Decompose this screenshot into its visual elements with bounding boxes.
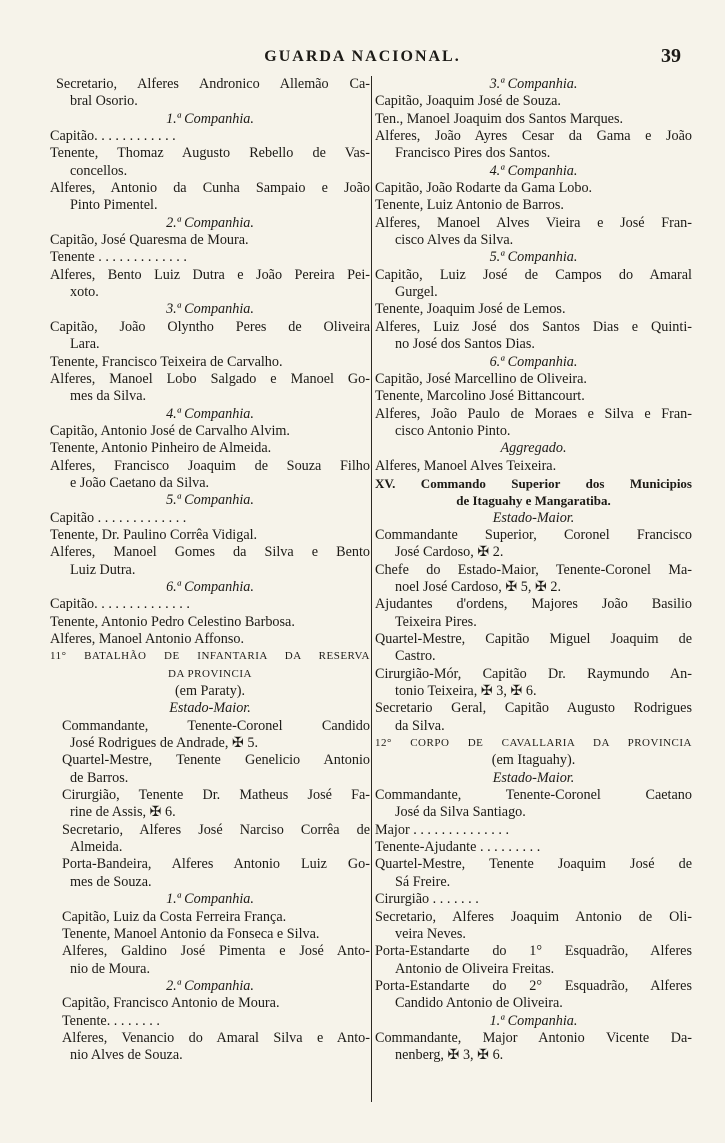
left-column-line: Capitão, Antonio José de Carvalho Alvim. <box>50 422 290 439</box>
left-column-line: 3.ª Companhia. <box>166 301 254 318</box>
right-column-line: Estado-Maior. <box>492 509 575 526</box>
left-column-line: mes de Souza. <box>70 873 152 890</box>
left-column-line: Commandante, Tenente-Coronel Candido <box>62 717 370 734</box>
left-column-line: Alferes, Bento Luiz Dutra e João Pereira Pei- <box>50 266 370 283</box>
right-column-line: Alferes, Manoel Alves Teixeira. <box>375 457 557 474</box>
right-column-line: da Silva. <box>395 717 445 734</box>
right-column-line: tonio Teixeira, ✠ 3, ✠ 6. <box>395 683 537 700</box>
right-column-line: Ajudantes d'ordens, Majores João Basilio <box>375 596 692 613</box>
left-column-line: e João Caetano da Silva. <box>70 474 210 491</box>
left-column-line: Capitão . . . . . . . . . . . . . <box>50 509 187 526</box>
left-column-line: 4.ª Companhia. <box>166 405 254 422</box>
right-column-line: Antonio de Oliveira Freitas. <box>395 960 555 977</box>
page-header <box>0 45 725 74</box>
right-column-line: Castro. <box>395 648 436 665</box>
right-column-line: Alferes, Luiz José dos Santos Dias e Quinti- <box>375 318 692 335</box>
right-column-line: Major . . . . . . . . . . . . . . <box>375 821 509 838</box>
left-column-line: Alferes, Venancio do Amaral Silva e Anto- <box>62 1029 370 1046</box>
column-divider <box>371 76 372 1102</box>
right-column-line: 6.ª Companhia. <box>489 353 578 370</box>
left-column-line: Tenente, Manoel Antonio da Fonseca e Silva. <box>62 925 320 942</box>
left-column-line: 2.ª Companhia. <box>166 214 254 231</box>
right-column-line: José Cardoso, ✠ 2. <box>395 544 504 561</box>
left-column-line: José Rodrigues de Andrade, ✠ 5. <box>70 735 259 752</box>
left-column-line: Capitão, Francisco Antonio de Moura. <box>62 995 280 1012</box>
left-column-line: Tenente, Dr. Paulino Corrêa Vidigal. <box>50 526 258 543</box>
right-column-line: Gurgel. <box>395 284 438 301</box>
right-column-line: noel José Cardoso, ✠ 5, ✠ 2. <box>395 578 562 595</box>
left-column-line: (em Paraty). <box>174 683 246 700</box>
right-column-line: Cirurgião-Mór, Capitão Dr. Raymundo An- <box>375 665 692 682</box>
right-column-line: Commandante, Major Antonio Vicente Da- <box>375 1029 692 1046</box>
left-column-line: mes da Silva. <box>70 388 147 405</box>
right-column-line: Estado-Maior. <box>492 769 575 786</box>
left-column-line: Almeida. <box>70 839 123 856</box>
left-column-line: concellos. <box>70 162 128 179</box>
left-column-line: Alferes, Antonio da Cunha Sampaio e João <box>50 180 370 197</box>
right-column-line: 4.ª Companhia. <box>489 162 578 179</box>
left-column-line: xoto. <box>70 284 99 301</box>
right-column-line: Porta-Estandarte do 1° Esquadrão, Alferes <box>375 943 692 960</box>
right-column-line: Chefe do Estado-Maior, Tenente-Coronel Ma- <box>375 561 692 578</box>
left-column-line: 2.ª Companhia. <box>166 977 254 994</box>
left-column-line: Alferes, Manoel Antonio Affonso. <box>50 631 245 647</box>
right-column-line: Alferes, João Ayres Cesar da Gama e João <box>375 128 692 145</box>
left-column-line: Tenente, Francisco Teixeira de Carvalho. <box>50 353 283 370</box>
right-column-line: Tenente, Luiz Antonio de Barros. <box>375 197 564 214</box>
right-column-line: Francisco Pires dos Santos. <box>395 145 551 162</box>
left-column-line: Secretario, Alferes Andronico Allemão Ca- <box>56 76 370 92</box>
left-column-line: Quartel-Mestre, Tenente Genelicio Antonio <box>62 752 370 769</box>
right-column-line: veira Neves. <box>395 925 466 942</box>
left-column-line: Porta-Bandeira, Alferes Antonio Luiz Go- <box>62 856 370 873</box>
left-column-line: Capitão. . . . . . . . . . . . . . <box>50 596 190 613</box>
left-column-line: Tenente, Antonio Pedro Celestino Barbosa. <box>50 613 295 630</box>
right-column-line: Alferes, João Paulo de Moraes e Silva e Fran- <box>375 405 692 422</box>
right-column-line: XV. Commando Superior dos Municipios <box>375 475 692 491</box>
right-column-line: Alferes, Manoel Alves Vieira e José Fran- <box>375 214 692 231</box>
right-column-line: Secretario, Alferes Joaquim Antonio de Oli- <box>375 908 692 925</box>
left-column-line: nio de Moura. <box>70 960 150 977</box>
left-column-line: Tenente. . . . . . . . <box>62 1012 160 1029</box>
right-column-line: (em Itaguahy). <box>491 752 576 769</box>
left-column-line: Cirurgião, Tenente Dr. Matheus José Fa- <box>62 787 370 804</box>
left-column-line: Capitão, Luiz da Costa Ferreira França. <box>62 908 287 925</box>
right-column-line: Commandante Superior, Coronel Francisco <box>375 526 692 543</box>
left-column-line: rine de Assis, ✠ 6. <box>70 804 176 821</box>
right-column-line: José da Silva Santiago. <box>395 804 526 821</box>
right-column-line: Cirurgião . . . . . . . <box>375 891 479 908</box>
left-column-line: Alferes, Galdino José Pimenta e José Anto- <box>62 943 370 960</box>
right-column-line: Sá Freire. <box>395 873 451 890</box>
left-column-line: 5.ª Companhia. <box>166 492 254 509</box>
right-column-line: cisco Antonio Pinto. <box>395 422 511 439</box>
right-column-line: Capitão, Luiz José de Campos do Amaral <box>375 266 692 283</box>
right-column-line: nenberg, ✠ 3, ✠ 6. <box>395 1047 504 1064</box>
right-column-line: Aggregado. <box>500 440 567 457</box>
left-column-line: Tenente, Antonio Pinheiro de Almeida. <box>50 440 272 457</box>
right-column-line: Capitão, Joaquim José de Souza. <box>375 93 561 110</box>
right-column-line: Capitão, João Rodarte da Gama Lobo. <box>375 180 593 197</box>
left-column-line: Estado-Maior. <box>169 700 251 717</box>
left-column <box>50 76 370 1065</box>
right-column-line: Porta-Estandarte do 2° Esquadrão, Alferes <box>375 977 692 994</box>
right-column-line: 3.ª Companhia. <box>489 76 578 92</box>
right-column-line: Tenente-Ajudante . . . . . . . . . <box>375 839 541 856</box>
right-column-line: Capitão, José Marcellino de Oliveira. <box>375 370 587 387</box>
right-column-line: Teixeira Pires. <box>395 613 477 630</box>
right-column-line: Commandante, Tenente-Coronel Caetano <box>375 787 692 804</box>
right-column-line: Quartel-Mestre, Tenente Joaquim José de <box>375 856 692 873</box>
left-column-line: Secretario, Alferes José Narciso Corrêa de <box>62 821 370 838</box>
running-title: GUARDA NACIONAL. <box>264 48 461 65</box>
left-column-line: de Barros. <box>70 769 129 786</box>
left-column-line: Tenente, Thomaz Augusto Rebello de Vas- <box>50 145 370 162</box>
right-column-line: 12° CORPO DE CAVALLARIA DA PROVINCIA <box>375 737 692 750</box>
left-column-line: DA PROVINCIA <box>168 667 252 680</box>
left-column-line: 1.ª Companhia. <box>166 110 254 127</box>
left-column-line: Lara. <box>70 336 100 353</box>
right-column-line: 1.ª Companhia. <box>489 1012 578 1029</box>
left-column-line: Capitão, João Olyntho Peres de Oliveira <box>50 318 370 335</box>
left-column-line: bral Osorio. <box>70 93 138 110</box>
right-column-line: Secretario Geral, Capitão Augusto Rodrigues <box>375 700 692 717</box>
left-column-line: Alferes, Manoel Gomes da Silva e Bento <box>50 544 370 561</box>
left-column-line: Capitão. . . . . . . . . . . . <box>50 128 176 145</box>
right-column <box>375 76 692 1065</box>
left-column-line: nio Alves de Souza. <box>70 1047 183 1064</box>
left-column-line: 6.ª Companhia. <box>166 578 254 595</box>
right-column-line: Tenente, Marcolino José Bittancourt. <box>375 388 585 405</box>
right-column-line: Ten., Manoel Joaquim dos Santos Marques. <box>375 110 624 127</box>
right-column-line: no José dos Santos Dias. <box>395 336 535 353</box>
left-column-line: Tenente . . . . . . . . . . . . . <box>50 249 187 266</box>
left-column-line: Luiz Dutra. <box>70 561 136 578</box>
left-column-line: 11° BATALHÃO DE INFANTARIA DA RESERVA <box>50 650 370 663</box>
right-column-line: cisco Alves da Silva. <box>395 232 514 249</box>
left-column-line: Alferes, Francisco Joaquim de Souza Filho <box>50 457 370 474</box>
right-column-line: Quartel-Mestre, Capitão Miguel Joaquim de <box>375 631 692 647</box>
left-column-line: Pinto Pimentel. <box>70 197 158 214</box>
right-column-line: Tenente, Joaquim José de Lemos. <box>375 301 566 318</box>
left-column-line: Capitão, José Quaresma de Moura. <box>50 232 249 249</box>
right-column-line: 5.ª Companhia. <box>489 249 578 266</box>
right-column-line: Candido Antonio de Oliveira. <box>395 995 563 1012</box>
left-column-line: Alferes, Manoel Lobo Salgado e Manoel Go- <box>50 370 370 387</box>
left-column-line: 1.ª Companhia. <box>166 891 254 908</box>
right-column-line: de Itaguahy e Mangaratiba. <box>456 493 611 509</box>
page-number: 39 <box>661 45 681 67</box>
